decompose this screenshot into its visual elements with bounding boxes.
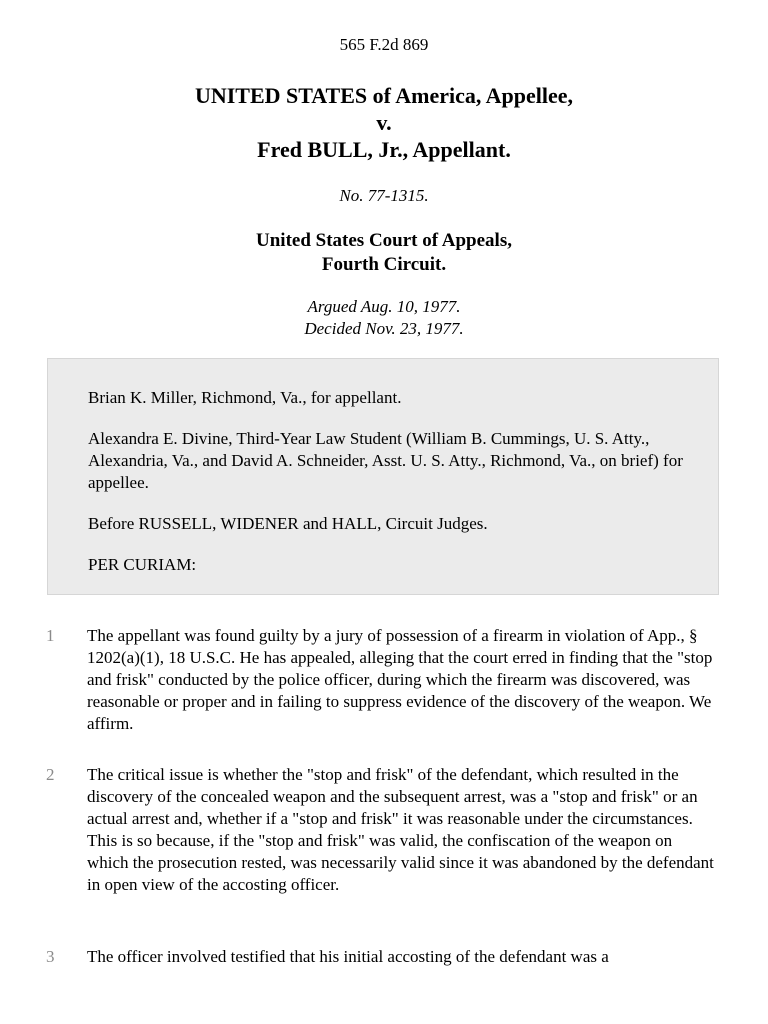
paragraph-number: 2	[46, 765, 55, 784]
paragraph-number: 1	[46, 626, 55, 645]
court-name-line-1: United States Court of Appeals,	[256, 230, 512, 251]
case-summary-box	[47, 358, 719, 595]
case-citation: 565 F.2d 869	[339, 35, 429, 54]
appellee-counsel: Alexandra E. Divine, Third-Year Law Student (William B. Cummings, U. S. Atty., Alexandria, Va., and David A. Schneider, Asst. U. S. Atty., Richmond, Va., on brief) for appellee.	[88, 429, 683, 492]
appellant-party: Fred BULL, Jr., Appellant.	[257, 137, 511, 162]
court-name-line-2: Fourth Circuit.	[321, 254, 447, 275]
decided-date: Decided Nov. 23, 1977.	[304, 319, 464, 338]
opinion-author: PER CURIAM:	[88, 555, 197, 574]
court-name	[0, 229, 768, 277]
argued-date: Argued Aug. 10, 1977.	[307, 297, 461, 316]
paragraph-number: 3	[46, 947, 55, 966]
case-dates	[0, 296, 768, 340]
versus: v.	[376, 110, 392, 135]
appellee-party: UNITED STATES of America, Appellee,	[194, 83, 574, 108]
paragraph-text: The officer involved testified that his initial accosting of the defendant was a	[87, 947, 609, 966]
docket-number: No. 77-1315.	[339, 186, 429, 205]
case-caption	[0, 82, 768, 163]
judges-panel: Before RUSSELL, WIDENER and HALL, Circuit Judges.	[88, 514, 488, 533]
paragraph-text: The critical issue is whether the "stop and frisk" of the defendant, which resulted in the discovery of the concealed weapon and the subsequent arrest, was a "stop and frisk" or an actual arrest and, whether if a "stop and frisk" it was reasonable under the circumstances. This is so because, if the "stop and frisk" was valid, the confiscation of the weapon on which the prosecution rested, was necessarily valid since it was abandoned by the defendant in open view of the accosting officer.	[87, 765, 714, 894]
paragraph-text: The appellant was found guilty by a jury of possession of a firearm in violation of App., § 1202(a)(1), 18 U.S.C. He has appealed, alleging that the court erred in finding that the "stop and frisk" conducted by the police officer, during which the firearm was discovered, was reasonable or proper and in failing to suppress evidence of the discovery of the weapon. We affirm.	[87, 626, 713, 733]
appellant-counsel: Brian K. Miller, Richmond, Va., for appellant.	[88, 388, 402, 407]
